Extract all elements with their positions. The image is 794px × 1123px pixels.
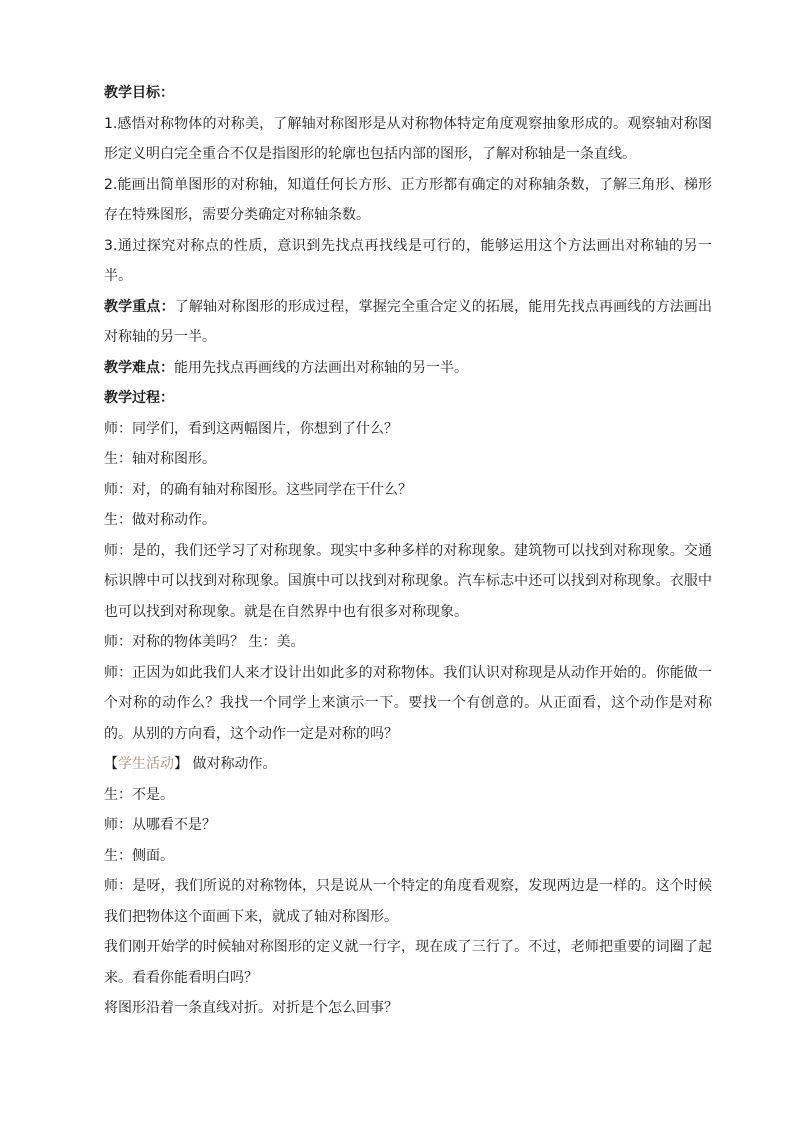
dialogue-line: 师：正因为如此我们人来才设计出如此多的对称物体。我们认识对称现是从动作开始的。你能做一个对称的动作么？我找一个同学上来演示一下。要找一个有创意的。从正面看，这个动作是对称的。从别的方向看，这个动作一定是对称的吗？ [104, 664, 712, 742]
dialogue-line: 我们刚开始学的时候轴对称图形的定义就一行字，现在成了三行了。不过，老师把重要的词圈了起来。看看你能看明白吗？ [104, 939, 712, 986]
dialogue-line: 师：同学们，看到这两幅图片，你想到了什么？ [104, 420, 398, 437]
dialogue-line: 师：对称的物体美吗？ 生：美。 [104, 634, 305, 650]
activity-bracket-close: 】 [174, 756, 188, 772]
dialogue-line: 生：侧面。 [104, 847, 174, 864]
dialogue-line: 师：是的，我们还学习了对称现象。现实中多种多样的对称现象。建筑物可以找到对称现象。交通标识牌中可以找到对称现象。国旗中可以找到对称现象。汽车标志中还可以找到对称现象。衣服中也可以找到对称现象。就是在自然界中也有很多对称现象。 [104, 542, 712, 620]
dialogue-line: 生：做对称动作。 [104, 512, 216, 528]
process-heading: 教学过程： [104, 390, 174, 406]
dialogue-line: 师：是呀，我们所说的对称物体，只是说从一个特定的角度看观察，发现两边是一样的。这个时候我们把物体这个面画下来，就成了轴对称图形。 [104, 878, 712, 925]
document-body [104, 78, 712, 1024]
difficult-points-text: 能用先找点再画线的方法画出对称轴的另一半。 [174, 359, 468, 376]
goal-item-1: 1.感悟对称物体的对称美，了解轴对称图形是从对称物体特定角度观察抽象形成的。观察轴对称图形定义明白完全重合不仅是指图形的轮廓也包括内部的图形，了解对称轴是一条直线。 [104, 115, 712, 162]
dialogue-line: 生：轴对称图形。 [104, 451, 216, 467]
key-points-paragraph [104, 292, 712, 353]
activity-tag: 学生活动 [118, 756, 174, 772]
activity-bracket-open: 【 [104, 756, 118, 772]
goal-item-2: 2.能画出简单图形的对称轴，知道任何长方形、正方形都有确定的对称轴条数，了解三角形、梯形存在特殊图形，需要分类确定对称轴条数。 [104, 176, 712, 223]
student-activity-paragraph [104, 749, 712, 780]
dialogue-line: 师：从哪看不是？ [104, 817, 216, 833]
difficult-points-paragraph [104, 353, 712, 384]
dialogue-line: 师：对，的确有轴对称图形。这些同学在干什么？ [104, 481, 412, 498]
key-points-text: 了解轴对称图形的形成过程，掌握完全重合定义的拓展，能用先找点再画线的方法画出对称轴的另一半。 [104, 298, 713, 345]
goals-heading: 教学目标： [104, 85, 174, 101]
key-points-label: 教学重点： [104, 298, 175, 315]
activity-text: 做对称动作。 [188, 756, 277, 772]
dialogue-line: 生：不是。 [104, 786, 174, 803]
goal-item-3: 3.通过探究对称点的性质，意识到先找点再找线是可行的，能够运用这个方法画出对称轴的另一半。 [104, 237, 712, 284]
difficult-points-label: 教学难点： [104, 359, 174, 376]
dialogue-line: 将图形沿着一条直线对折。对折是个怎么回事？ [104, 1000, 398, 1016]
